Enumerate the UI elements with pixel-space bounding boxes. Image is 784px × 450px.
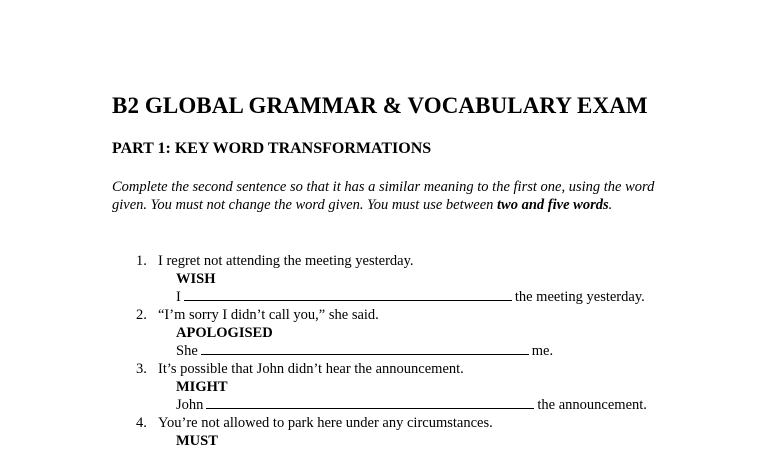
keyword: WISH <box>176 271 216 287</box>
instructions-end: . <box>608 197 613 213</box>
answer-blank[interactable] <box>206 396 534 409</box>
answer-line <box>176 342 553 360</box>
instructions-emphasis: two and five words <box>497 197 609 213</box>
keyword: APOLOGISED <box>176 325 273 341</box>
answer-start: She <box>176 343 198 359</box>
instructions-text: Complete the second sentence so that it has a similar meaning to the first one, using the word given. You must not change the word given. You must use between <box>112 179 655 213</box>
answer-line <box>176 288 645 306</box>
question-sentence: It’s possible that John didn’t hear the announcement. <box>158 361 464 377</box>
exam-title: B2 GLOBAL GRAMMAR & VOCABULARY EXAM <box>112 93 648 118</box>
question-sentence: You’re not allowed to park here under any circumstances. <box>158 415 493 431</box>
keyword: MIGHT <box>176 379 228 395</box>
answer-start: John <box>176 397 204 413</box>
question-sentence: “I’m sorry I didn’t call you,” she said. <box>158 307 379 323</box>
question-number: 2. <box>136 307 147 323</box>
part-heading: PART 1: KEY WORD TRANSFORMATIONS <box>112 140 432 157</box>
keyword: MUST <box>176 433 218 449</box>
answer-blank[interactable] <box>184 288 512 301</box>
question-number: 3. <box>136 361 147 377</box>
answer-start: I <box>176 289 181 305</box>
answer-line <box>176 396 647 414</box>
answer-end: me. <box>531 343 554 359</box>
answer-end: the meeting yesterday. <box>514 289 645 305</box>
question-number: 4. <box>136 415 147 431</box>
question-sentence: I regret not attending the meeting yesterday. <box>158 253 414 269</box>
answer-end: the announcement. <box>537 397 647 413</box>
question-number: 1. <box>136 253 147 269</box>
instructions <box>112 178 674 214</box>
answer-blank[interactable] <box>201 342 529 355</box>
